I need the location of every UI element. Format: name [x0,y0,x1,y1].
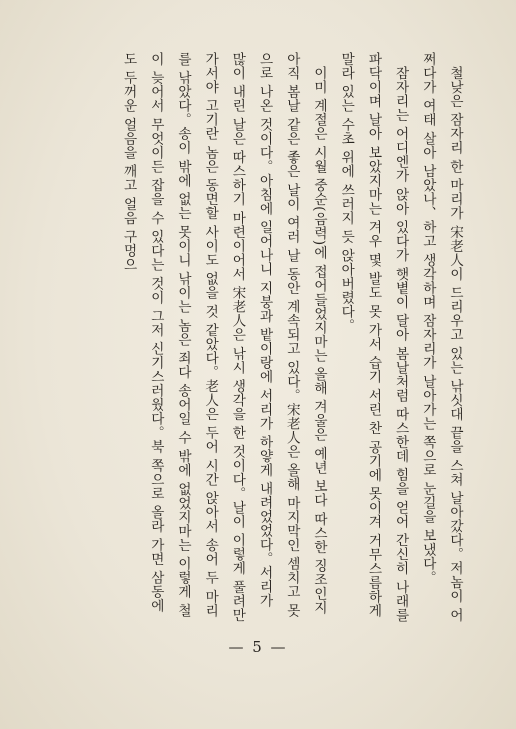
paragraph-1: 철낮은 잠자리 한 마리가 宋老人이 드리우고 있는 낚싯대 끝을 스쳐 날아갔다。저놈이 어쩌다가 여태 살아 남았나、하고 생각하며 잠자리가 날아가는 쪽으로 눈길을 보냈다。 [419,52,463,622]
page-number: — 5 — [228,638,288,656]
paragraph-3: 이미 계절은 시월 중순(음력)에 접어들었지마는 올해 겨울은 예년 보다 따스한 징조인지 아직 봄날 같은 좋은 날이 여러 날 동안 계속되고 있다。宋老人은 올해 마지막인 셈치고 못으로 나온 것이다。아침에 일어나니 지붕과 밭이랑에 서리가 하얗게 내려었었다。서리가 많이 내린 날은 따스하기 마련이어서 宋老人은 낚시 생각을 한 것이다。날이 이렇게 풀려만 가서야 고기란 놈은 동면할 사이도 없을 것 같았다。老人은 두어 시간 앉아서 송어 두 마리를 낚았다。송이 밖에 없는 못이니 낚이는 놈은 죄다 송어일 수 밖에 없었지마는 이렇게 철이 늦어서 무엇이든 잡을 수 있다는 것이 그저 신기스러웠다。북 쪽으로 올라 가면 삼동에도 두꺼운 얼음을 깨고 얼음 구멍으 [120,52,327,622]
paragraph-2: 잠자리는 어디엔가 앉아 있다가 햇볕이 달아 봄날처럼 따스한데 힘을 얻어 간신히 나래를 파닥이며 날아 보았지마는 겨우 몇 발도 못 가서 습기 서린 찬 공기에 못이겨 거무스름하게 말라 있는 수초 위에 쓰러지 듯 앉아버렸다。 [338,52,409,622]
body-text [114,52,468,622]
